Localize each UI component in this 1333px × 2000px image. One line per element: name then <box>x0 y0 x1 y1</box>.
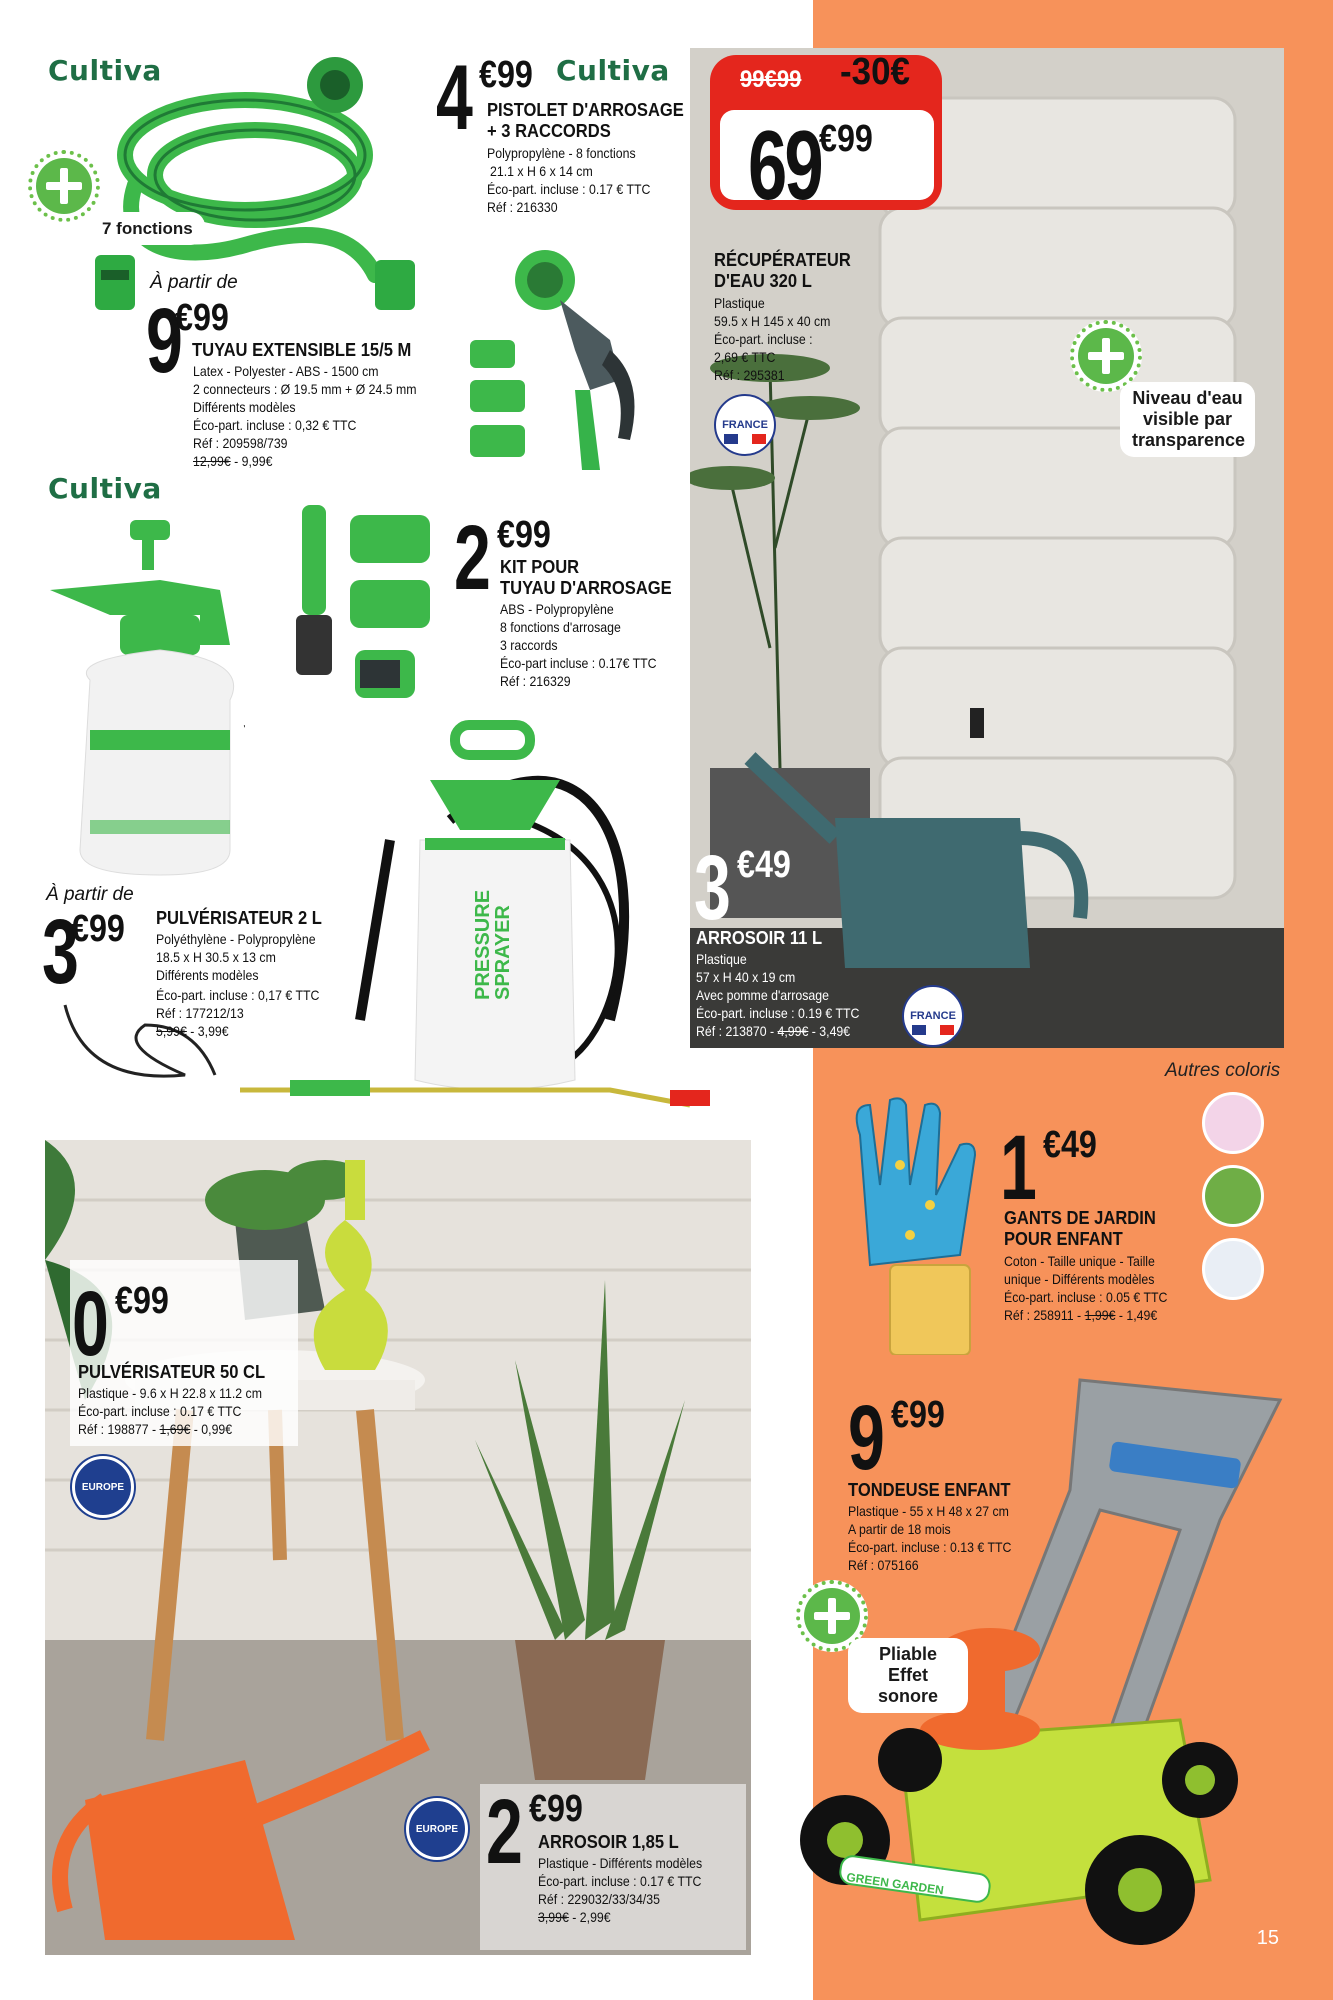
gloves-price <box>1000 1117 1107 1219</box>
mower-desc-3: Éco-part. incluse : 0.13 € TTC <box>848 1539 1012 1555</box>
sprayer50-price-int: 0 <box>72 1273 106 1375</box>
gun-title-1: PISTOLET D'ARROSAGE <box>487 100 684 120</box>
gloves-ref: Réf : 258911 - <box>1004 1307 1085 1323</box>
can185-price-line <box>538 1908 611 1926</box>
tank-price <box>748 110 882 220</box>
mower-callout-2: Effet sonore <box>877 1665 938 1706</box>
sprayer-bottle-label: PRESSURE SPRAYER <box>472 889 514 1000</box>
mower-desc-2: A partir de 18 mois <box>848 1521 951 1537</box>
tank-desc-3: Éco-part. incluse : <box>714 331 813 347</box>
gloves-title-2: POUR ENFANT <box>1004 1229 1123 1249</box>
kit-desc-3: 3 raccords <box>500 637 558 653</box>
kit-desc-5: Réf : 216329 <box>500 673 571 689</box>
tank-desc-1: Plastique <box>714 295 765 311</box>
cultiva-logo: Cultiva <box>48 54 162 87</box>
gloves-price-dec: €49 <box>1043 1124 1098 1166</box>
hose-desc-4: Éco-part. incluse : 0,32 € TTC <box>193 417 357 433</box>
kit-desc-2: 8 fonctions d'arrosage <box>500 619 621 635</box>
can185-new-price: - 2,99€ <box>568 1909 611 1925</box>
tank-discount: -30€ <box>840 51 910 93</box>
hose-kit-image <box>290 505 450 715</box>
france-badge-2 <box>902 985 964 1047</box>
can185-title: ARROSOIR 1,85 L <box>538 1832 679 1852</box>
sprayer50-old-price: 1,69€ <box>159 1421 191 1437</box>
sprayer2l-from-label: À partir de <box>46 884 134 905</box>
hose-price-line <box>193 452 272 470</box>
cultiva-logo-2: Cultiva <box>556 54 670 87</box>
gun-title-2: + 3 RACCORDS <box>487 121 611 141</box>
mower-logo: GREEN GARDEN <box>845 1869 945 1898</box>
hose-desc-3: Différents modèles <box>193 399 296 415</box>
kit-title-2: TUYAU D'ARROSAGE <box>500 578 672 598</box>
can11-title: ARROSOIR 11 L <box>696 928 823 948</box>
sprayer2l-desc-5: Réf : 177212/13 <box>156 1005 244 1021</box>
spray-gun-image <box>470 240 670 480</box>
can185-price-dec: €99 <box>529 1788 584 1830</box>
extensible-hose-image <box>95 45 425 325</box>
color-swatch-white[interactable] <box>1202 1238 1264 1300</box>
tank-price-dec: €99 <box>819 118 873 160</box>
sprayer2l-price <box>42 901 135 1003</box>
mower-callout <box>848 1638 968 1713</box>
gloves-price-int: 1 <box>1000 1117 1034 1219</box>
can185-desc-1: Plastique - Différents modèles <box>538 1855 703 1871</box>
gun-desc-2: 21.1 x H 6 x 14 cm <box>490 163 593 179</box>
hose-desc-1: Latex - Polyester - ABS - 1500 cm <box>193 363 379 379</box>
can11-price <box>694 837 801 939</box>
kit-price-int: 2 <box>454 507 488 609</box>
hose-desc-2: 2 connecteurs : Ø 19.5 mm + Ø 24.5 mm <box>193 381 417 397</box>
plus-badge-icon <box>28 150 100 222</box>
kids-gloves-image <box>840 1095 1000 1355</box>
hose-desc-5: Réf : 209598/739 <box>193 435 288 451</box>
sprayer2l-desc-4: Éco-part. incluse : 0,17 € TTC <box>156 987 320 1003</box>
mower-price-dec: €99 <box>891 1394 946 1436</box>
sprayer50-new-price: - 0,99€ <box>190 1421 233 1437</box>
color-swatch-pink[interactable] <box>1202 1092 1264 1154</box>
sprayer50-ref: Réf : 198877 - <box>78 1421 160 1437</box>
sprayer2l-new-price: - 3,99€ <box>186 1023 229 1039</box>
gloves-old-price: 1,99€ <box>1084 1307 1116 1323</box>
hose-price-int: 9 <box>146 290 180 392</box>
tank-callout-2: visible par <box>1142 409 1233 429</box>
kit-desc-1: ABS - Polypropylène <box>500 601 614 617</box>
europe-badge: EUROPE <box>72 1456 134 1518</box>
tank-title-1: RÉCUPÉRATEUR <box>714 250 851 270</box>
gloves-title-1: GANTS DE JARDIN <box>1004 1208 1156 1228</box>
sprayer2l-desc-1: Polyéthylène - Polypropylène <box>156 931 316 947</box>
can11-new-price: - 3,49€ <box>808 1023 851 1039</box>
sprayer2l-desc-2: 18.5 x H 30.5 x 13 cm <box>156 949 276 965</box>
gloves-desc-1: Coton - Taille unique - Taille <box>1004 1253 1155 1269</box>
can185-desc-3: Réf : 229032/33/34/35 <box>538 1891 660 1907</box>
sprayer2l-price-int: 3 <box>42 901 76 1003</box>
gun-price-dec: €99 <box>479 54 534 96</box>
tank-callout-3: transparence <box>1132 430 1246 450</box>
tank-desc-4: 2,69 € TTC <box>714 349 776 365</box>
kit-desc-4: Éco-part incluse : 0.17€ TTC <box>500 655 657 671</box>
sprayer2l-price-line <box>156 1022 229 1040</box>
can11-ref: Réf : 213870 - <box>696 1023 778 1039</box>
kit-title-1: KIT POUR <box>500 557 580 577</box>
mower-title: TONDEUSE ENFANT <box>848 1480 1011 1500</box>
tank-title-2: D'EAU 320 L <box>714 271 812 291</box>
tank-old-price: 99€99 <box>740 66 802 93</box>
hose-new-price: - 9,99€ <box>230 453 273 469</box>
tank-price-int: 69 <box>748 110 821 220</box>
mower-desc-4: Réf : 075166 <box>848 1557 919 1573</box>
hose-badge-text: 7 fonctions <box>90 212 205 245</box>
gloves-desc-2: unique - Différents modèles <box>1004 1271 1155 1287</box>
tank-callout-1: Niveau d'eau <box>1132 388 1243 408</box>
gloves-ref-line <box>1004 1306 1157 1324</box>
can185-price-int: 2 <box>486 1781 520 1883</box>
gun-desc-4: Réf : 216330 <box>487 199 558 215</box>
sprayer50-ref-line <box>78 1420 232 1438</box>
kit-price-dec: €99 <box>497 514 552 556</box>
tank-desc-5: Réf : 295381 <box>714 367 785 383</box>
can11-desc-3: Avec pomme d'arrosage <box>696 987 829 1003</box>
gun-price-int: 4 <box>436 47 470 149</box>
sprayer2l-desc-3: Différents modèles <box>156 967 259 983</box>
hose-old-price: 12,99€ <box>193 453 231 469</box>
can11-ref-line <box>696 1022 850 1040</box>
gun-desc-3: Éco-part. incluse : 0.17 € TTC <box>487 181 651 197</box>
can11-price-int: 3 <box>694 837 728 939</box>
sprayer2l-price-dec: €99 <box>71 908 126 950</box>
cultiva-logo-3: Cultiva <box>48 472 162 505</box>
can11-desc-4: Éco-part. incluse : 0.19 € TTC <box>696 1005 860 1021</box>
sprayer50-title: PULVÉRISATEUR 50 CL <box>78 1362 266 1382</box>
mower-callout-1: Pliable <box>878 1644 938 1664</box>
gun-desc-1: Polypropylène - 8 fonctions <box>487 145 636 161</box>
france-badge-2-text: FRANCE <box>910 1010 956 1022</box>
page-number: 15 <box>1256 1927 1279 1949</box>
gloves-desc-3: Éco-part. incluse : 0.05 € TTC <box>1004 1289 1168 1305</box>
sprayer50-desc-2: Éco-part. incluse : 0.17 € TTC <box>78 1403 242 1419</box>
hose-title: TUYAU EXTENSIBLE 15/5 M <box>192 340 412 360</box>
sprayer50-price-dec: €99 <box>115 1280 170 1322</box>
can185-old-price: 3,99€ <box>538 1909 569 1925</box>
sprayer50-price <box>72 1273 179 1375</box>
gloves-new-price: - 1,49€ <box>1115 1307 1158 1323</box>
other-colors-label: Autres coloris <box>1165 1060 1281 1081</box>
can11-old-price: 4,99€ <box>777 1023 809 1039</box>
europe-badge-2: EUROPE <box>406 1798 468 1860</box>
france-badge-text: FRANCE <box>722 419 768 431</box>
sprayer50-desc-1: Plastique - 9.6 x H 22.8 x 11.2 cm <box>78 1385 262 1401</box>
can11-desc-1: Plastique <box>696 951 747 967</box>
can11-desc-2: 57 x H 40 x 19 cm <box>696 969 796 985</box>
mower-price-int: 9 <box>848 1387 882 1489</box>
france-badge <box>714 394 776 456</box>
sprayer2l-old-price: 5,99€ <box>156 1023 187 1039</box>
hose-from-label: À partir de <box>150 272 238 293</box>
mower-desc-1: Plastique - 55 x H 48 x 27 cm <box>848 1503 1009 1519</box>
sprayer2l-title: PULVÉRISATEUR 2 L <box>156 908 322 928</box>
hose-price-dec: €99 <box>175 297 230 339</box>
color-swatch-green[interactable] <box>1202 1165 1264 1227</box>
tank-callout <box>1120 382 1255 457</box>
can11-price-dec: €49 <box>737 844 792 886</box>
tank-desc-2: 59.5 x H 145 x 40 cm <box>714 313 831 329</box>
can185-desc-2: Éco-part. incluse : 0.17 € TTC <box>538 1873 702 1889</box>
